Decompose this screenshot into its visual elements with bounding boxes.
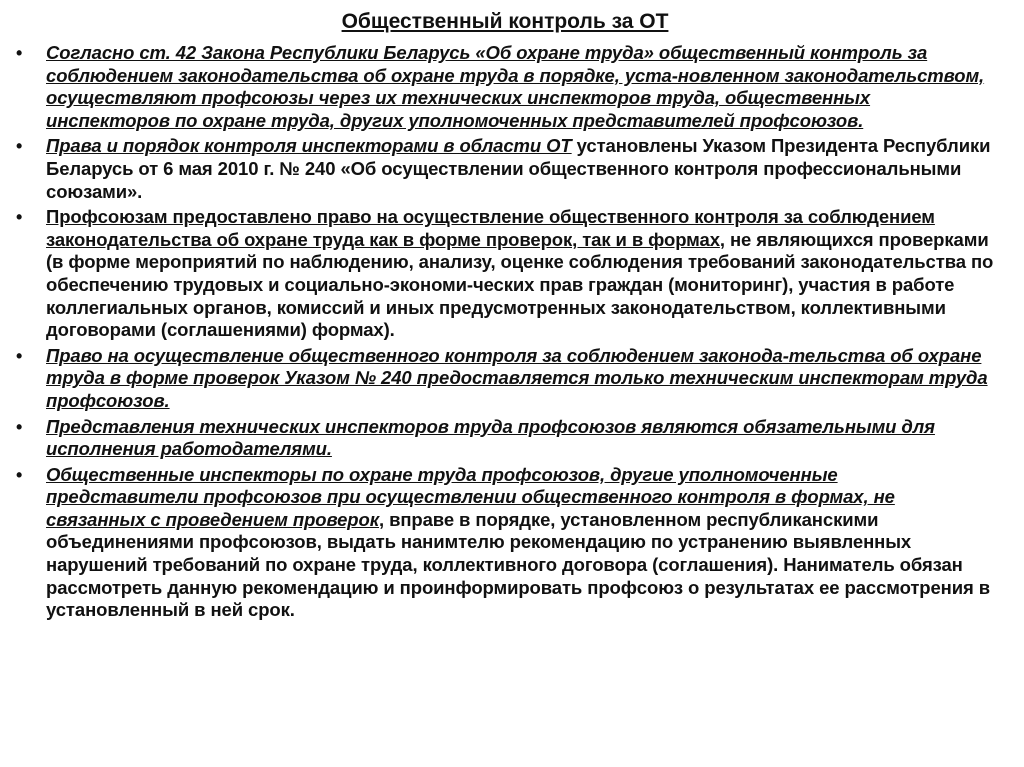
bullet-text-emphasis: Право на осуществление общественного контроля за соблюдением законода-тельства об охране труда в форме проверок Указом № 240 предоставляется только техническим инспекторам труда профсоюзов. — [46, 344, 988, 411]
bullet-item — [16, 42, 994, 132]
bullet-text: , вправе в порядке, установленном республиканскими объединениями профсоюзов, выдать нанимтелю рекомендацию по устранению выявленных нарушений требований по охране труда, коллективного договора (соглашения). Наниматель обязан рассмотреть данную рекомендацию и проинформировать профсоюз о результатах ее рассмотрения в установленный в ней срок. — [46, 508, 991, 621]
bullet-item — [16, 345, 994, 413]
bullet-dot-icon: • — [16, 416, 23, 437]
bullet-dot-icon: • — [16, 43, 23, 63]
bullet-text-emphasis: Представления технических инспекторов труда профсоюзов являются обязательными для исполнения работодателями. — [46, 415, 935, 460]
bullet-text: установлены Указом Президента Республики Беларусь от 6 мая 2010 г. № 240 «Об осуществлении общественного контроля профессиональными союзами». — [46, 135, 991, 202]
bullet-text: , не являющихся проверками (в форме мероприятий по наблюдению, анализу, оценке соблюдения требований законодательства по обеспечению трудовых и социально-экономи-ческих прав граждан (мониторинг), участия в работе коллегиальных органов, комиссий и иных предусмотренных законодательством, коллективными договорами (соглашениями) формах). — [46, 228, 994, 341]
slide-title: Общественный контроль за ОТ — [341, 10, 669, 33]
bullet-item — [16, 135, 994, 203]
bullet-dot-icon: • — [16, 207, 23, 228]
bullet-list — [16, 42, 994, 622]
bullet-dot-icon: • — [16, 464, 23, 485]
bullet-dot-icon: • — [16, 136, 23, 157]
bullet-text-emphasis: Общественные инспекторы по охране труда профсоюзов, другие уполномоченные представители профсоюзов при осуществлении общественного контроля в формах, не связанных с проведением проверок — [46, 463, 895, 530]
bullet-text-emphasis: Согласно ст. 42 Закона Республики Беларусь «Об охране труда» общественный контроль за соблюдением законодательства об охране труда в порядке, уста-новленном законодательством, осуществляют профсоюзы через их технических инспекторов труда, общественных инспекторов по охране труда, других уполномоченных представителей профсоюзов. — [46, 42, 985, 131]
bullet-item — [16, 416, 994, 461]
bullet-item — [16, 206, 994, 342]
bullet-item — [16, 464, 994, 622]
bullet-dot-icon: • — [16, 345, 23, 366]
bullet-text-underlined: Профсоюзам предоставлено право на осуществление общественного контроля за соблюдением законодательства об охране труда как в форме проверок, так и в формах — [46, 206, 935, 250]
bullet-text-emphasis: Права и порядок контроля инспекторами в области ОТ — [46, 135, 572, 157]
